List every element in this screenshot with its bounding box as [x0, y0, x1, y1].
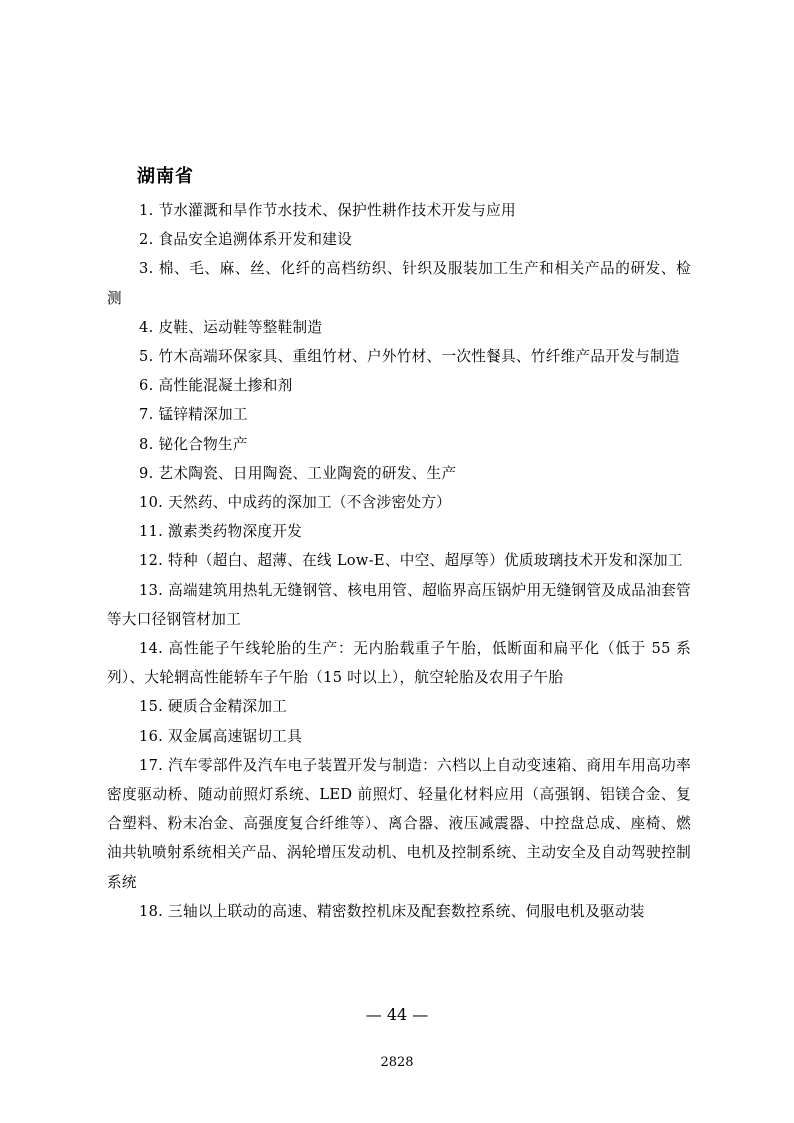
list-item: 14. 高性能子午线轮胎的生产：无内胎载重子午胎，低断面和扁平化（低于 55 系列）、大轮辋高性能轿车子午胎（15 吋以上），航空轮胎及农用子午胎 [107, 640, 691, 687]
list-item: 12. 特种（超白、超薄、在线 Low-E、中空、超厚等）优质玻璃技术开发和深加工 [139, 552, 683, 570]
list-item: 2. 食品安全追溯体系开发和建设 [139, 231, 353, 249]
list-item: 3. 棉、毛、麻、丝、化纤的高档纺织、针织及服装加工生产和相关产品的研发、检测 [107, 260, 691, 307]
list-item: 4. 皮鞋、运动鞋等整鞋制造 [139, 318, 323, 336]
document-number: 2828 [380, 1055, 414, 1070]
list-item: 17. 汽车零部件及汽车电子装置开发与制造：六档以上自动变速箱、商用车用高功率密度驱动桥、随动前照灯系统、LED 前照灯、轻量化材料应用（高强钢、铝镁合金、复合塑料、粉末冶金、高强度复合纤维等）、离合器、液压减震器、中控盘总成、座椅、燃油共轨喷射系统相关产品、涡轮增压发动机、电机及控制系统、主动安全及自动驾驶控制系统 [107, 756, 691, 891]
list-item: 15. 硬质合金精深加工 [139, 698, 288, 716]
list-item: 18. 三轴以上联动的高速、精密数控机床及配套数控系统、伺服电机及驱动装 [139, 902, 645, 920]
list-item: 11. 激素类药物深度开发 [139, 523, 303, 541]
list-item: 10. 天然药、中成药的深加工（不含涉密处方） [139, 494, 452, 512]
list-item: 8. 铋化合物生产 [139, 435, 248, 453]
section-heading: 湖南省 [137, 166, 194, 187]
list-item: 9. 艺术陶瓷、日用陶瓷、工业陶瓷的研发、生产 [139, 464, 457, 482]
list-item: 16. 双金属高速锯切工具 [139, 727, 303, 745]
list-item: 5. 竹木高端环保家具、重组竹材、户外竹材、一次性餐具、竹纤维产品开发与制造 [139, 348, 680, 366]
list-item: 7. 锰锌精深加工 [139, 406, 248, 424]
list-item: 13. 高端建筑用热轧无缝钢管、核电用管、超临界高压锅炉用无缝钢管及成品油套管等大口径钢管材加工 [107, 581, 691, 628]
list-item: 1. 节水灌溉和旱作节水技术、保护性耕作技术开发与应用 [139, 202, 516, 219]
page-number: — 44 — [365, 1005, 429, 1024]
item-list [107, 196, 691, 926]
list-item: 6. 高性能混凝土掺和剂 [139, 377, 293, 395]
